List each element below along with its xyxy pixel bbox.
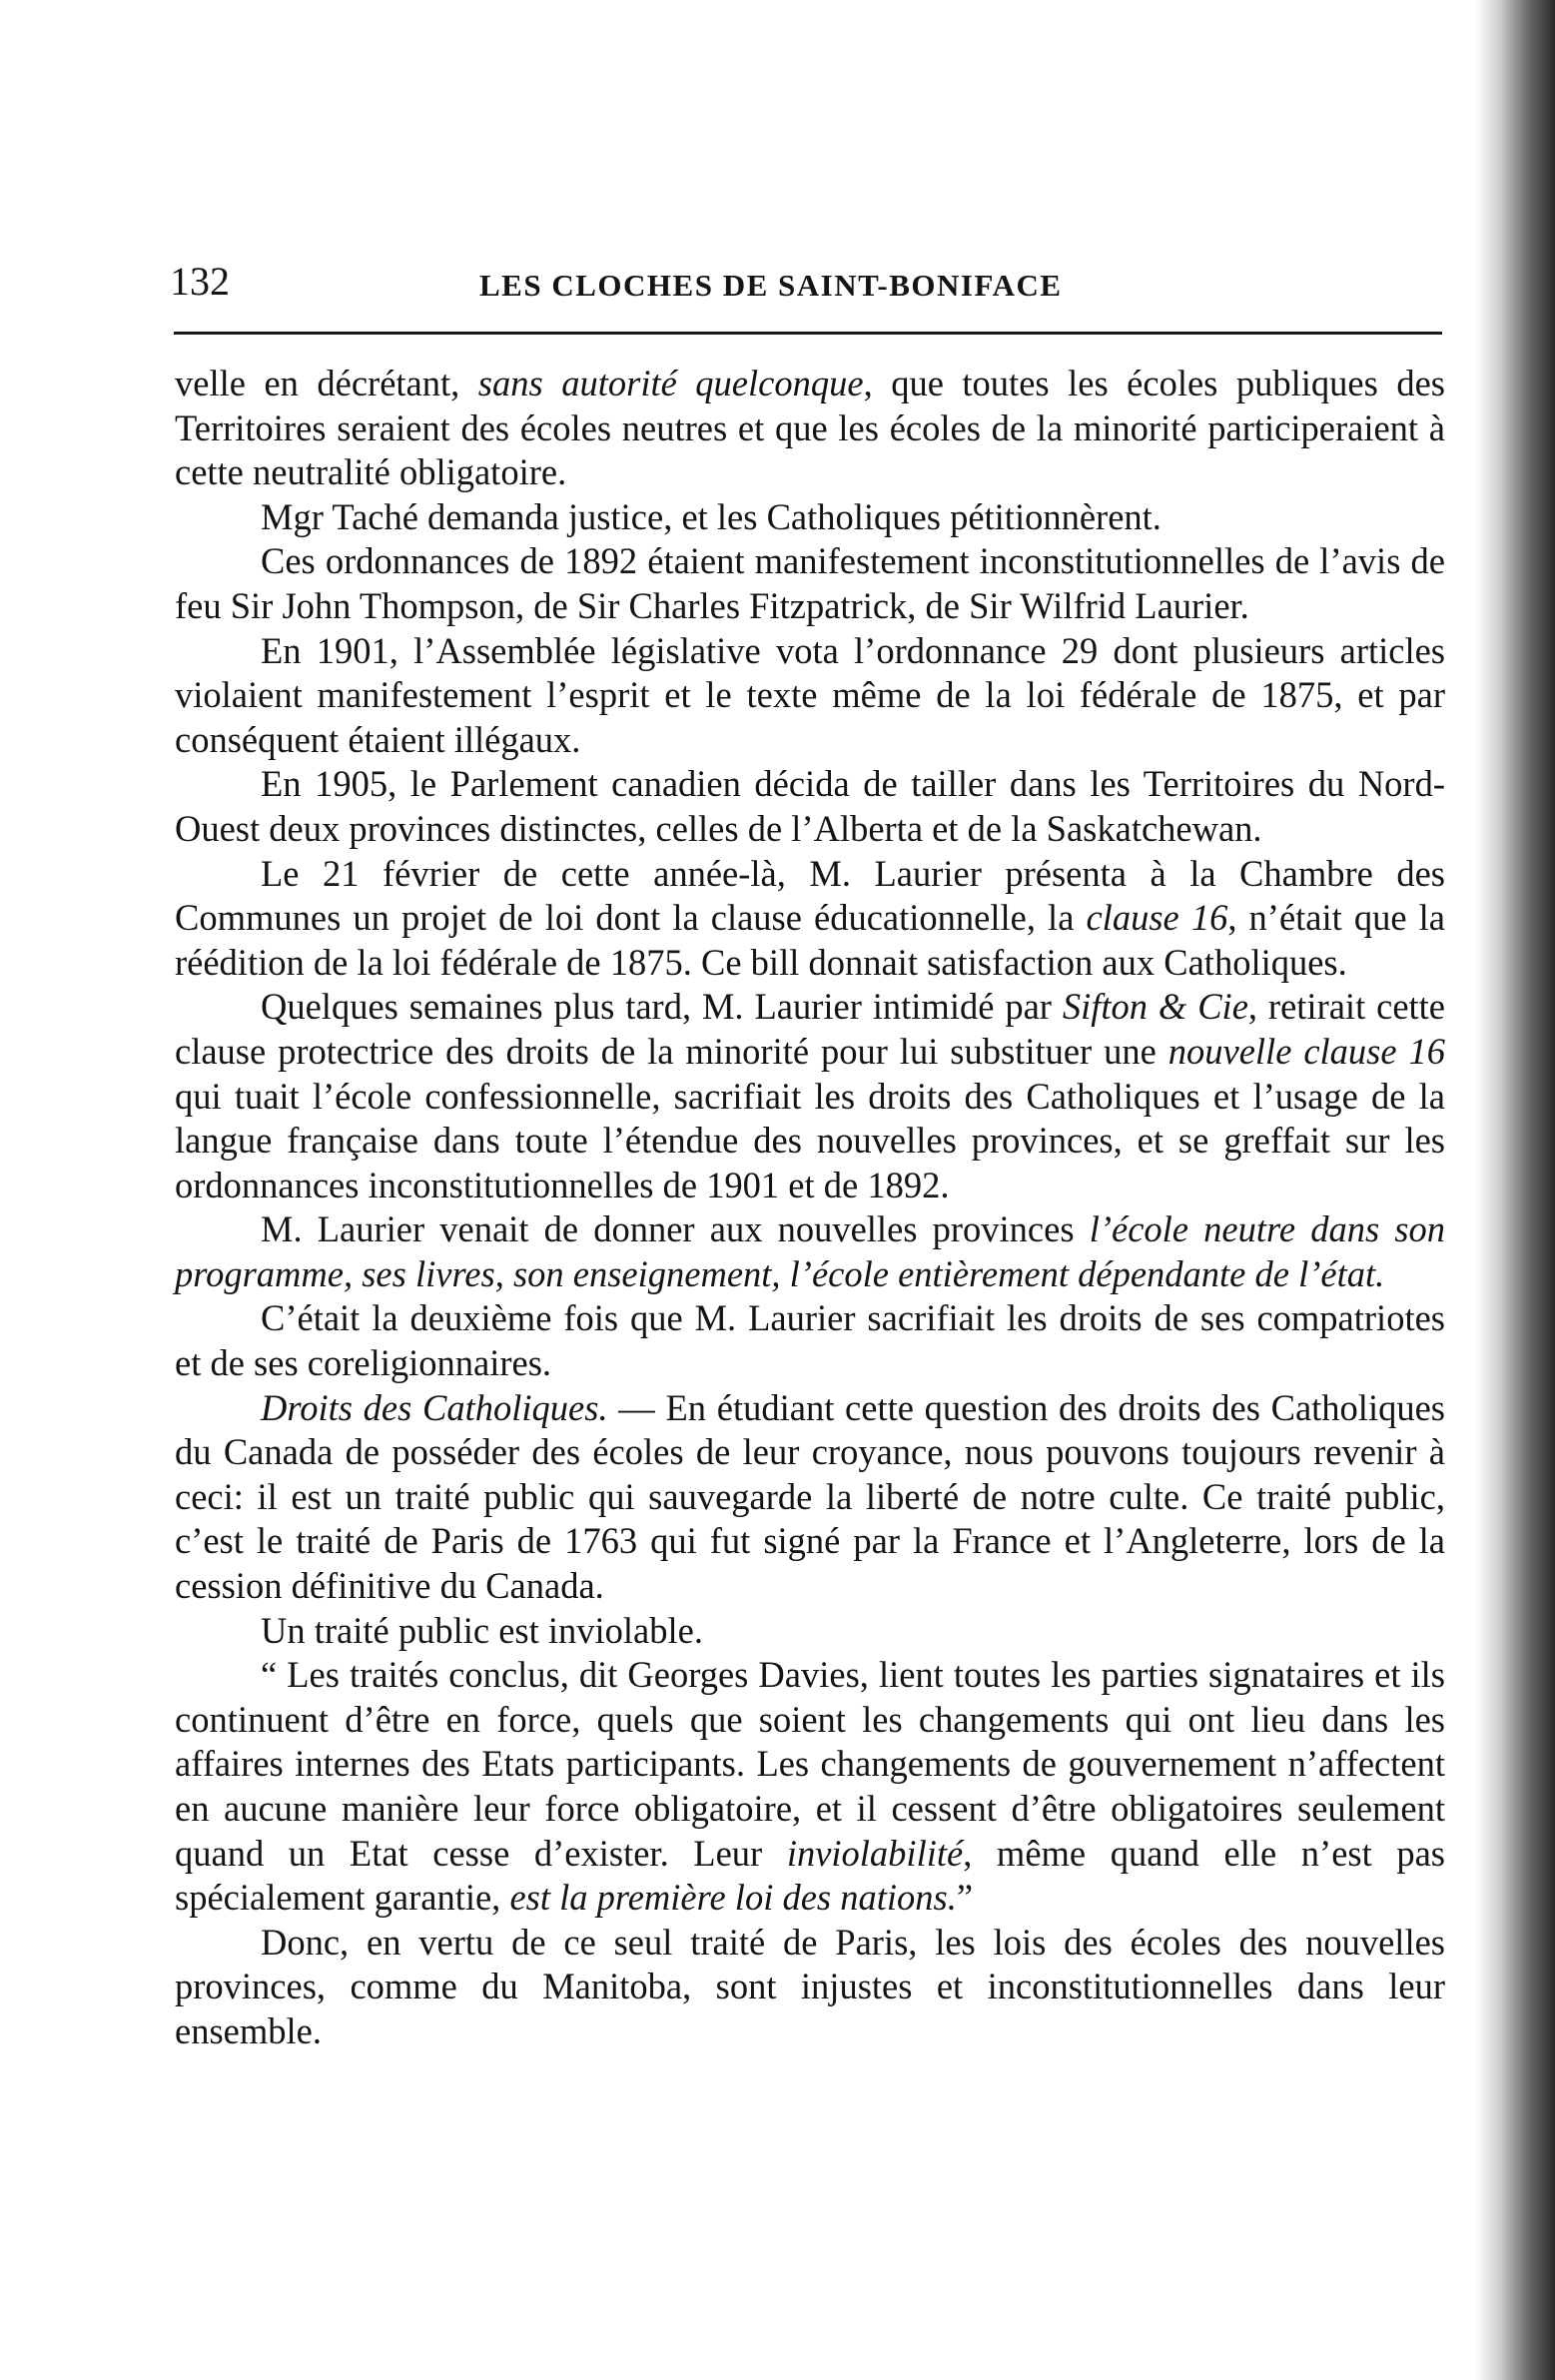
paragraph bbox=[175, 762, 1445, 851]
header-rule bbox=[174, 332, 1442, 335]
text-run: En 1905, le Parlement canadien décida de tailler dans les Territoires du Nord-Ouest deux provinces distinctes, celles de l’Alberta et de la Saskatchewan. bbox=[175, 763, 1445, 849]
italic-text: Droits des Catholiques. bbox=[261, 1386, 608, 1428]
binding-edge-shadow bbox=[1475, 0, 1555, 2380]
text-run: Quelques semaines plus tard, M. Laurier intimidé par bbox=[261, 986, 1063, 1028]
paragraph bbox=[175, 1207, 1445, 1296]
paragraph bbox=[175, 1296, 1445, 1385]
paragraph bbox=[175, 495, 1445, 540]
page-header bbox=[170, 259, 1443, 322]
paragraph bbox=[175, 852, 1445, 986]
paragraph bbox=[175, 1653, 1445, 1921]
text-run: Le 21 février de cette année-là, M. Laurier présenta à la Chambre des Communes un projet de loi dont la clause éducationnelle, la bbox=[175, 852, 1445, 939]
italic-text: sans autorité quelconque bbox=[477, 363, 864, 403]
text-run: — En étudiant cette question des droits des Catholiques du Canada de posséder des écoles de leur croyance, nous pouvons toujours revenir à ceci: il est un traité public qui sauvegarde la liberté de notre culte. Ce traité public, c’est le traité de Paris de 1763 qui fut signé par la France et l’Angleterre, lors de la cession définitive du Canada. bbox=[175, 1386, 1445, 1607]
text-run: Donc, en vertu de ce seul traité de Paris, les lois des écoles des nouvelles provinces, comme du Manitoba, sont injustes et inconstitutionnelles dans leur ensemble. bbox=[175, 1921, 1445, 2051]
text-run: , retirait cette clause protectrice des droits de la minorité pour lui substituer une bbox=[175, 986, 1445, 1072]
text-run: En 1901, l’Assemblée législative vota l’ordonnance 29 dont plusieurs articles violaient manifestement l’esprit et le texte même de la loi fédérale de 1875, et par conséquent étaient illégaux. bbox=[175, 629, 1445, 760]
paragraph bbox=[175, 539, 1445, 628]
paragraph bbox=[175, 985, 1445, 1207]
text-run: Un traité public est inviolable. bbox=[261, 1609, 703, 1651]
text-run: , que toutes les écoles publiques des Territoires seraient des écoles neutres et que les écoles de la minorité participeraient à cette neutralité obligatoire. bbox=[175, 363, 1445, 493]
italic-text: inviolabilité bbox=[786, 1832, 964, 1874]
text-run: “ Les traités conclus, dit Georges Davies, lient toutes les parties signataires et ils continuent d’être en force, quels que soient les changements qui ont lieu dans les affaires internes des Etats participants. Les changements de gouvernement n’affectent en aucune manière leur force obligatoire, et il cessent d’être obligatoires seulement quand un Etat cesse d’exister. Leur bbox=[175, 1654, 1445, 1874]
paragraph bbox=[175, 1609, 1445, 1654]
paragraph bbox=[175, 629, 1445, 763]
text-run: C’était la deuxième fois que M. Laurier sacrifiait les droits de ses compatriotes et de ses coreligionnaires. bbox=[175, 1297, 1445, 1384]
italic-text: l’école neutre dans son programme, ses livres, son enseignement, l’école entièrement dépendante de l’état. bbox=[175, 1208, 1446, 1294]
italic-text: est la première loi des nations. bbox=[509, 1877, 957, 1919]
italic-text: Sifton & Cie bbox=[1062, 986, 1248, 1028]
paragraph bbox=[175, 1386, 1445, 1609]
paragraph bbox=[175, 362, 1445, 495]
text-run: velle en décrétant, bbox=[175, 363, 478, 403]
running-title: LES CLOCHES DE SAINT-BONIFACE bbox=[479, 268, 1063, 303]
body-text bbox=[175, 362, 1445, 2054]
paragraph bbox=[175, 1921, 1445, 2054]
text-run: , n’était que la réédition de la loi fédérale de 1875. Ce bill donnait satisfaction aux Catholiques. bbox=[175, 897, 1445, 983]
text-run: Mgr Taché demanda justice, et les Catholiques pétitionnèrent. bbox=[261, 495, 1162, 537]
text-run: qui tuait l’école confessionnelle, sacrifiait les droits des Catholiques et l’usage de la langue française dans toute l’étendue des nouvelles provinces, et se greffait sur les ordonnances inconstitutionnelles de 1901 et de 1892. bbox=[175, 1075, 1445, 1205]
text-run: ” bbox=[956, 1877, 974, 1919]
text-run: Ces ordonnances de 1892 étaient manifestement inconstitutionnelles de l’avis de feu Sir John Thompson, de Sir Charles Fitzpatrick, de Sir Wilfrid Laurier. bbox=[175, 540, 1445, 626]
text-run: , même quand elle n’est pas spécialement garantie, bbox=[175, 1832, 1446, 1919]
text-run: M. Laurier venait de donner aux nouvelles provinces bbox=[261, 1208, 1090, 1250]
page-number: 132 bbox=[170, 259, 230, 304]
italic-text: clause 16 bbox=[1086, 897, 1228, 939]
italic-text: nouvelle clause 16 bbox=[1167, 1030, 1445, 1072]
